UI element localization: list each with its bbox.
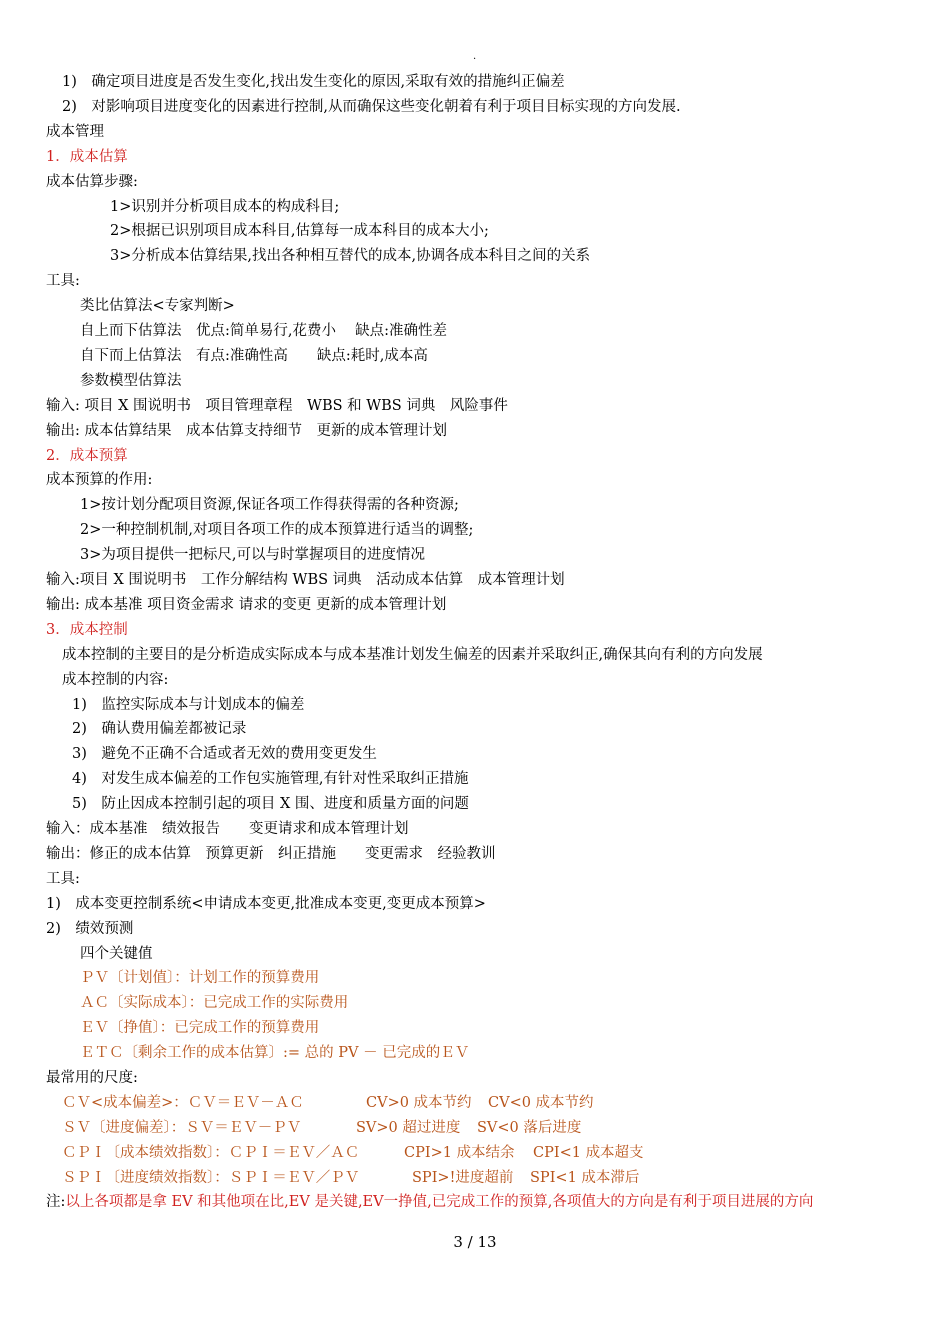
metric-formula-m1: ＣＶ<成本偏差>：ＣＶ＝ＥＶ－ＡＣ: [62, 1095, 304, 1111]
text-line-l07: 2>根据已识别项目成本科目,估算每一成本科目的成本大小;: [110, 223, 489, 239]
metric-condition-m2-a: SV>0 超过进度: [356, 1120, 461, 1136]
text-line-l26: 1) 监控实际成本与计划成本的偏差: [72, 697, 305, 713]
text-line-l11: 自上而下估算法 优点:简单易行,花费小 缺点:准确性差: [80, 323, 447, 339]
text-line-l06: 1>识别并分析项目成本的构成科目;: [110, 199, 340, 215]
text-line-l17: 成本预算的作用:: [46, 472, 153, 488]
metric-formula-m2: ＳＶ〔进度偏差〕：ＳＶ＝ＥＶ－ＰＶ: [62, 1120, 302, 1136]
text-line-l20: 3>为项目提供一把标尺,可以与时掌握项目的进度情况: [80, 547, 425, 563]
text-line-l08: 3>分析成本估算结果,找出各种相互替代的成本,协调各成本科目之间的关系: [110, 248, 591, 264]
text-line-l31: 输入：成本基准 绩效报告 变更请求和成本管理计划: [46, 821, 409, 837]
text-line-l16: 2．成本预算: [46, 448, 128, 464]
text-line-l05: 成本估算步骤:: [46, 174, 138, 190]
text-line-l40: ＥＴＣ〔剩余工作的成本估算〕:= 总的 PV － 已完成的ＥＶ: [80, 1045, 470, 1061]
metric-condition-m4-a: SPI>!进度超前: [412, 1170, 514, 1186]
metric-condition-m4-b: SPI<1 成本滞后: [530, 1170, 640, 1186]
text-line-l21: 输入:项目 X 围说明书 工作分解结构 WBS 词典 活动成本估算 成本管理计划: [46, 572, 565, 588]
note-line: [46, 1192, 813, 1212]
text-line-l18: 1>按计划分配项目资源,保证各项工作得获得需的各种资源;: [80, 497, 459, 513]
text-line-l03: 成本管理: [46, 124, 104, 140]
metric-condition-m1-a: CV>0 成本节约: [366, 1095, 472, 1111]
text-line-l19: 2>一种控制机制,对项目各项工作的成本预算进行适当的调整;: [80, 522, 474, 538]
metric-formula-m3: ＣＰＩ〔成本绩效指数〕：ＣＰＩ＝ＥＶ／ＡＣ: [62, 1145, 360, 1161]
text-line-l01: 1) 确定项目进度是否发生变化,找出发生变化的原因,采取有效的措施纠正偏差: [62, 74, 565, 90]
text-line-l28: 3) 避免不正确不合适或者无效的费用变更发生: [72, 746, 377, 762]
metric-condition-m3-a: CPI>1 成本结余: [404, 1145, 515, 1161]
text-line-l34: 1) 成本变更控制系统<申请成本变更,批准成本变更,变更成本预算>: [46, 896, 486, 912]
metric-formula-m4: ＳＰＩ〔进度绩效指数〕：ＳＰＩ＝ＥＶ／ＰＶ: [62, 1170, 360, 1186]
text-line-l15: 输出: 成本估算结果 成本估算支持细节 更新的成本管理计划: [46, 423, 447, 439]
text-line-l14: 输入: 项目 X 围说明书 项目管理章程 WBS 和 WBS 词典 风险事件: [46, 398, 508, 414]
text-line-l24: 成本控制的主要目的是分析造成实际成本与成本基准计划发生偏差的因素并采取纠正,确保其向有利的方向发展: [62, 647, 763, 663]
text-line-l37: ＰＶ〔计划值〕：计划工作的预算费用: [80, 970, 320, 986]
metric-condition-m1-b: CV<0 成本节约: [488, 1095, 594, 1111]
metric-condition-m2-b: SV<0 落后进度: [477, 1120, 582, 1136]
text-line-l02: 2) 对影响项目进度变化的因素进行控制,从而确保这些变化朝着有利于项目目标实现的方向发展.: [62, 99, 681, 115]
text-line-l29: 4) 对发生成本偏差的工作包实施管理,有针对性采取纠正措施: [72, 771, 469, 787]
metric-condition-m3-b: CPI<1 成本超支: [533, 1145, 644, 1161]
page-number: 3 / 13: [453, 1233, 497, 1251]
text-line-l04: 1．成本估算: [46, 149, 128, 165]
note-prefix: 注:: [46, 1194, 66, 1210]
text-line-l22: 输出: 成本基准 项目资金需求 请求的变更 更新的成本管理计划: [46, 597, 447, 613]
text-line-l39: ＥＶ〔挣值〕：已完成工作的预算费用: [80, 1020, 320, 1036]
text-line-l23: 3．成本控制: [46, 622, 128, 638]
text-line-l41: 最常用的尺度:: [46, 1070, 138, 1086]
text-line-l36: 四个关键值: [80, 946, 153, 962]
text-line-l13: 参数模型估算法: [80, 373, 182, 389]
header-dot: .: [473, 51, 477, 62]
text-line-l09: 工具:: [46, 273, 80, 289]
text-line-l33: 工具:: [46, 871, 80, 887]
text-line-l10: 类比估算法<专家判断>: [80, 298, 235, 314]
text-line-l32: 输出：修正的成本估算 预算更新 纠正措施 变更需求 经验教训: [46, 846, 496, 862]
text-line-l25: 成本控制的内容:: [62, 672, 169, 688]
text-line-l35: 2) 绩效预测: [46, 921, 134, 937]
note-text: 以上各项都是拿 EV 和其他项在比,EV 是关键,EV一挣值,已完成工作的预算,各项值大的方向是有利于项目进展的方向: [65, 1194, 814, 1210]
text-line-l30: 5) 防止因成本控制引起的项目 X 围、进度和质量方面的问题: [72, 796, 469, 812]
text-line-l38: ＡＣ〔实际成本〕：已完成工作的实际费用: [80, 995, 349, 1011]
text-line-l27: 2) 确认费用偏差都被记录: [72, 721, 247, 737]
text-line-l12: 自下而上估算法 有点:准确性高 缺点:耗时,成本高: [80, 348, 428, 364]
